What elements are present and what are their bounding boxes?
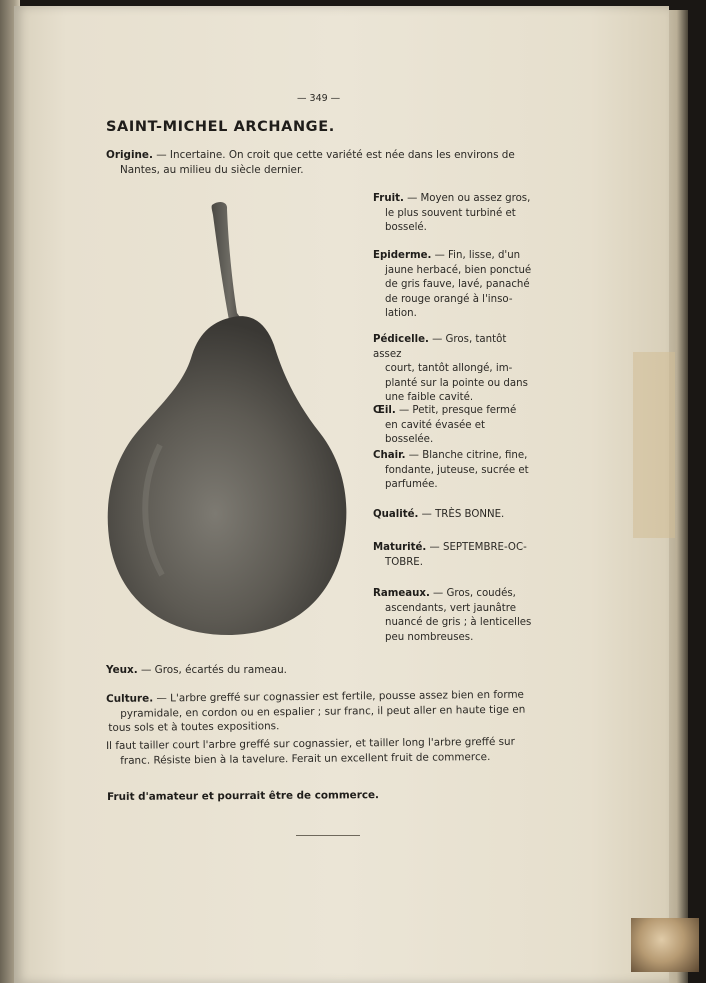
field-label: Pédicelle. xyxy=(373,334,429,345)
field-text-cont: fondante, juteuse, sucrée et xyxy=(385,464,529,476)
field-text-cont: en cavité évasée et bosselée. xyxy=(385,419,486,446)
field-text-cont: lation. xyxy=(385,308,417,320)
field-label: Maturité. xyxy=(373,542,427,553)
field-text-cont: de rouge orangé à l'inso- xyxy=(385,293,513,305)
field-label: Epiderme. xyxy=(373,250,432,261)
field-text: — Moyen ou assez gros, xyxy=(403,193,531,204)
field-pedicelle xyxy=(373,333,533,406)
field-text-cont: ascendants, vert jaunâtre xyxy=(385,602,516,614)
origine-label: Origine. xyxy=(106,149,153,161)
taille-text: Il faut tailler court l'arbre greffé sur cognassier, et tailler long l'arbre greffé sur xyxy=(106,735,515,752)
origine-paragraph xyxy=(106,148,536,177)
origine-text: — Incertaine. On croit que cette variété est née dans les environs de xyxy=(152,149,515,161)
field-label: Rameaux. xyxy=(373,588,430,599)
field-text: — Gros, tantôt assez xyxy=(373,334,507,360)
field-chair xyxy=(373,449,533,493)
field-text: — Fin, lisse, d'un xyxy=(431,250,521,261)
field-text-cont: peu nombreuses. xyxy=(385,631,474,643)
field-text-cont: bosselé. xyxy=(385,222,427,234)
pear-stem xyxy=(212,202,247,328)
taille-paragraph xyxy=(106,734,546,768)
pear-illustration xyxy=(100,195,355,640)
field-text: — Blanche citrine, fine, xyxy=(405,450,528,461)
culture-paragraph xyxy=(106,687,546,735)
field-text: — Petit, presque fermé xyxy=(395,405,517,416)
origine-text-cont: Nantes, au milieu du siècle dernier. xyxy=(120,163,304,176)
corner-photo-thumbnail xyxy=(631,918,699,972)
field-text-cont: court, tantôt allongé, im- xyxy=(385,363,513,375)
culture-text-cont: pyramidale, en cordon ou en espalier ; sur franc, il peut aller en haute tige en xyxy=(120,703,526,720)
field-qualite xyxy=(373,508,533,523)
pear-body xyxy=(108,316,347,635)
field-label: Fruit. xyxy=(373,193,404,204)
page-edge-highlight xyxy=(633,352,675,538)
field-oeil xyxy=(373,404,533,448)
field-text-cont: de gris fauve, lavé, panaché xyxy=(385,279,530,291)
culture-text-cont: tous sols et à toutes expositions. xyxy=(108,720,280,735)
field-text-cont: planté sur la pointe ou dans xyxy=(385,377,528,389)
conclusion-text: Fruit d'amateur et pourrait être de commerce. xyxy=(107,789,380,803)
taille-text-cont: franc. Résiste bien à la tavelure. Ferait un excellent fruit de commerce. xyxy=(120,750,491,767)
field-text-cont: nuancé de gris ; à lenticelles xyxy=(385,617,532,629)
page-number: — 349 — xyxy=(297,93,341,104)
yeux-text: — Gros, écartés du rameau. xyxy=(137,664,287,676)
field-text-cont: parfumée. xyxy=(385,479,438,491)
field-text-cont: le plus souvent turbiné et xyxy=(385,207,516,219)
yeux-label: Yeux. xyxy=(106,664,138,676)
field-rameaux xyxy=(373,587,533,645)
field-text: — TRÈS BONNE. xyxy=(418,509,505,520)
field-fruit xyxy=(373,192,533,236)
field-text: — Gros, coudés, xyxy=(429,588,516,599)
yeux-paragraph xyxy=(106,663,287,678)
culture-text: — L'arbre greffé sur cognassier est fertile, pousse assez bien en forme xyxy=(153,688,524,705)
page-title: SAINT-MICHEL ARCHANGE. xyxy=(106,119,335,135)
field-text: — SEPTEMBRE-OC- xyxy=(426,542,527,553)
culture-label: Culture. xyxy=(106,692,154,705)
field-text-cont: TOBRE. xyxy=(385,556,423,568)
field-maturite xyxy=(373,541,533,570)
field-epiderme xyxy=(373,249,533,322)
field-text-cont: jaune herbacé, bien ponctué xyxy=(385,264,532,276)
field-label: Chair. xyxy=(373,450,406,461)
section-divider xyxy=(296,835,360,836)
field-label: Œil. xyxy=(373,405,396,416)
field-text-cont: une faible cavité. xyxy=(385,392,474,404)
field-label: Qualité. xyxy=(373,509,419,520)
